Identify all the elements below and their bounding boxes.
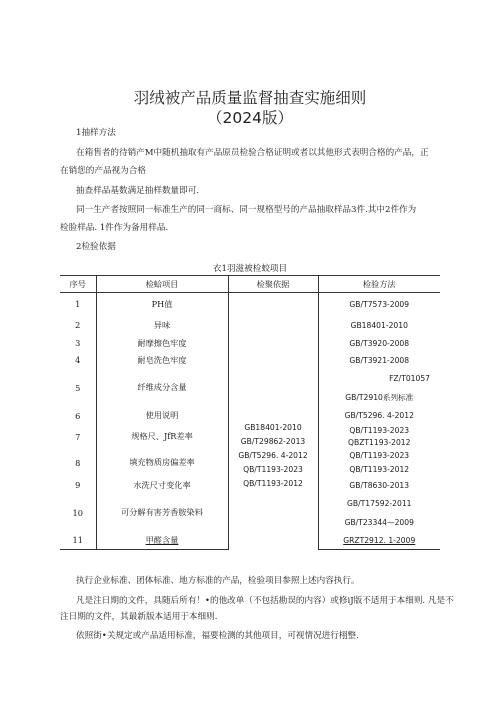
paragraph-sampling-3a: 同一生产者按照同一标准生产的同一商标、同一规格型号的产品抽取样品3件.其中2件作为 bbox=[76, 205, 417, 215]
paragraph-sampling-2: 抽查样品基数满足抽样数量即可. bbox=[76, 186, 200, 196]
table-row bbox=[60, 293, 440, 316]
table-caption: 衣1羽滋被检蛟项目 bbox=[212, 264, 288, 274]
row-item: 水洗尺寸变化率 bbox=[96, 477, 228, 494]
basis-standard: GB/T29862-2013 bbox=[240, 437, 306, 446]
document-title: 羽绒被产品质量监督抽查实施细则 bbox=[133, 89, 367, 107]
row-item: 可分解有害芳香胺染料 bbox=[96, 494, 228, 532]
row-method: GB/T3920-2008 bbox=[318, 335, 440, 352]
method-standard: QB/T1193-2012 bbox=[349, 464, 410, 474]
row-item: 耐摩擦色牢度 bbox=[96, 335, 228, 352]
row-no: 9 bbox=[75, 480, 81, 490]
method-standard: QB/T1193-2023 bbox=[349, 425, 410, 435]
method-standard: GB/T2910系列标准 bbox=[345, 392, 414, 402]
paragraph-sampling-1a: 在箱售者的待销产M中随机抽取有产品原员检验合格证明或者以其他形式表明合格的产品，正 bbox=[76, 148, 429, 158]
method-standard: GB/T17592-2011 bbox=[346, 498, 412, 508]
inspection-items-table bbox=[60, 275, 440, 550]
row-item: 使用说明 bbox=[96, 407, 228, 425]
row-no: 1 bbox=[75, 299, 81, 310]
method-standard: QB/T1193-2023 bbox=[349, 450, 410, 460]
row-item: 异味 bbox=[96, 316, 228, 335]
row-item: 填充物质房偏差率 bbox=[96, 449, 228, 477]
header-basis: 检聚依据 bbox=[228, 276, 318, 293]
row-item: PH值 bbox=[96, 293, 228, 316]
row-no: 10 bbox=[72, 507, 83, 518]
row-method bbox=[318, 494, 440, 532]
row-no: 8 bbox=[75, 457, 81, 468]
row-no: 5 bbox=[75, 382, 81, 393]
row-method: GB/T8630-2013 bbox=[318, 477, 440, 494]
basis-cell bbox=[228, 293, 318, 550]
header-no: 序号 bbox=[60, 276, 96, 293]
basis-standard: QB/T1193-2012 bbox=[243, 479, 303, 488]
header-method: 检验方法 bbox=[318, 276, 440, 293]
method-standard: FZ/T01057 bbox=[389, 373, 430, 383]
row-no: 3 bbox=[75, 338, 81, 348]
table-header-row bbox=[60, 276, 440, 293]
row-item: 耐皂洗色牢度 bbox=[96, 352, 228, 369]
row-item: 纤维成分含量 bbox=[96, 369, 228, 407]
header-item: 检蛤项目 bbox=[96, 276, 228, 293]
row-no: 11 bbox=[60, 532, 96, 550]
section-2-heading: 2检验依据 bbox=[76, 242, 116, 252]
footer-paragraph-3: 依照街•关规定或产品适用标准，福要检测的其他项目，可视情况进行栩整. bbox=[76, 631, 359, 641]
basis-standard: GB18401-2010 bbox=[244, 423, 302, 432]
row-method: GB/T3921-2008 bbox=[318, 352, 440, 369]
row-item: 规格尺、JfR差率 bbox=[96, 425, 228, 449]
method-standard: QBZT1193-2012 bbox=[348, 437, 411, 447]
paragraph-sampling-1b: 在销您的产品视为合格 bbox=[60, 166, 146, 176]
method-standard: GB/T23344—2009 bbox=[344, 517, 414, 527]
row-method: GB/T5296. 4-2012 bbox=[318, 407, 440, 425]
row-method: GB18401-2010 bbox=[318, 316, 440, 335]
row-method: GRZT2912. 1-2009 bbox=[318, 532, 440, 550]
basis-standard: GB/T5296. 4-2012 bbox=[238, 451, 308, 460]
footer-paragraph-2a: 凡是注日期的文件，具随后所有！•的他改单（不包括勘误的内容）或修iJ版不适用于本细则. 凡是不 bbox=[76, 596, 454, 606]
row-method bbox=[318, 369, 440, 407]
row-no: 2 bbox=[75, 320, 81, 330]
footer-paragraph-1: 执行企业标准、团体标准、地方标准的产品，检验项目参照上述内容执行。 bbox=[76, 576, 360, 586]
row-method bbox=[318, 449, 440, 477]
basis-standard: QB/T1193-2023 bbox=[243, 465, 303, 474]
paragraph-sampling-3b: 检脸样品. 1件作为备用样品. bbox=[60, 223, 169, 233]
row-no: 6 bbox=[75, 410, 81, 421]
row-no: 4 bbox=[75, 355, 81, 365]
row-item: 甲醛含量 bbox=[96, 532, 228, 550]
footer-paragraph-2b: 注日期的文件，其最新版本适用于本细则. bbox=[60, 612, 218, 622]
section-1-heading: 1抽样方法 bbox=[76, 128, 116, 138]
row-method: GB/T7573-2009 bbox=[318, 293, 440, 316]
document-version: （2024版） bbox=[207, 109, 293, 127]
row-method bbox=[318, 425, 440, 449]
row-no: 7 bbox=[75, 431, 81, 442]
